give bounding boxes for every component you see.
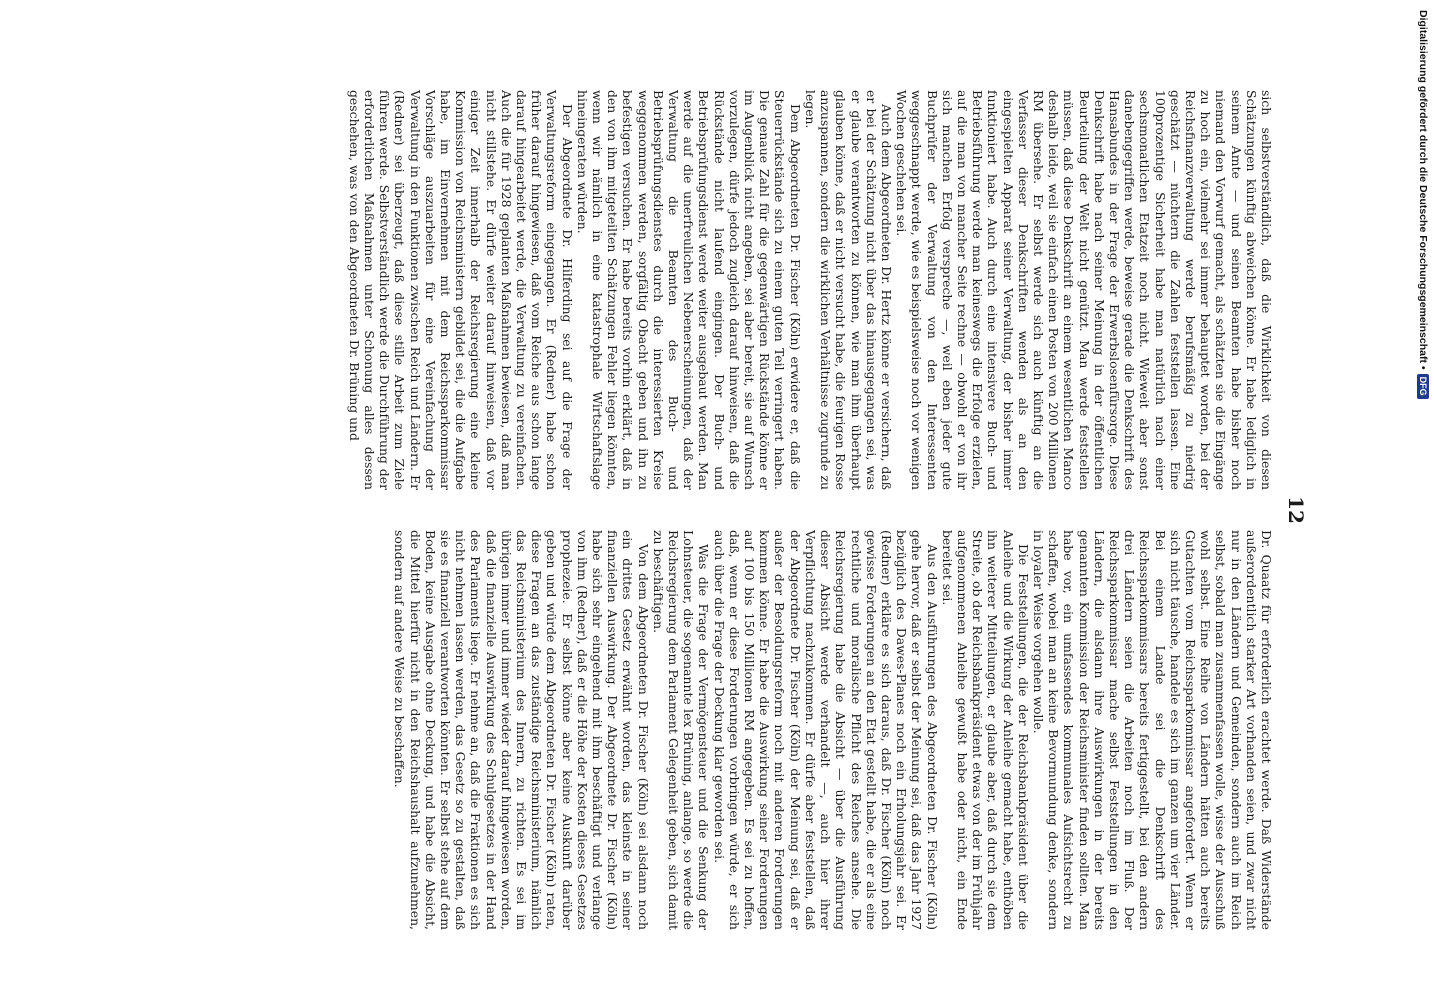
paragraph: Dem Abgeordneten Dr. Fischer (Köln) erwidere er, daß die Steuerrückstände sich zu einem guten Teil verringert haben. Die genaue Zahl für die gegenwärtigen Rückstände könne er im Augenblick nicht angeben, sei aber bereit, sie auf Wunsch vorzulegen, dürfe jedoch zugleich darauf hinweisen, daß die Rückstände nicht laufend eingingen. Der Buch- und Betriebsprüfungsdienst werde weiter ausgebaut werden. Man werde auf die unerfreulichen Nebenerscheinungen, daß der Verwaltung die Beamten des Buch- und Betriebsprüfungsdienstes durch die interessierten Kreise weggenommen werden, sorgfältig Obacht geben und ihn zu befestigen versuchen. Er habe bereits vorhin erklärt, daß in den von ihm mitgeteilten Schätzungen Fehler liegen könnten, wenn wir nämlich in eine katastrophale Wirtschaftslage hineingeraten würden. — [574, 90, 803, 490]
digitization-watermark — [1416, 10, 1430, 995]
dfg-logo: DFG — [1417, 374, 1429, 399]
paragraph: Die Feststellungen, die der Reichsbankpräsident über die Anleihe und die Wirkung der Anleihe gemacht habe, enthöben ihn weiterer Mitteilungen, er glaube aber, daß durch sie dem Streite, ob der Reichsbankpräsident etwas von der im Frühjahr aufgenommenen Anleihe gewußt habe oder nicht, ein Ende bereitet sei. — [939, 530, 1031, 930]
text-column-left — [84, 90, 1274, 490]
paragraph: Was die Frage der Vermögensteuer und die Senkung der Lohnsteuer, die sogenannte lex Brüning, anlange, so werde die Reichsregierung dem Parlament Gelegenheit geben, sich damit zu beschäftigen. — [650, 530, 712, 930]
paragraph: Der Abgeordnete Dr. Hilferding sei auf die Frage der Verwaltungsreform eingegangen. Er (Redner) habe schon früher darauf hingewiesen, daß vom Reiche aus schon lange darauf hingearbeitet werde, die Verwaltung zu vereinfachen. Auch die für 1928 geplanten Maßnahmen bewiesen, daß man nicht stillstehe. Er dürfe weiter darauf hinweisen, daß vor einiger Zeit innerhalb der Reichsregierung eine kleine Kommission von Reichsministern gebildet sei, die die Aufgabe habe, im Einvernehmen mit dem Reichssparkommissar Vorschläge auszuarbeiten für eine Vereinfachung der Verwaltung in den Funktionen zwischen Reich und Ländern. Er (Redner) sei überzeugt, daß diese stille Arbeit zum Ziele führen werde. Selbstverständlich werde die Durchführung der erforderlichen Maßnahmen unter Schonung alles dessen geschehen, was von den Abgeordneten Dr. Brüning und — [346, 90, 575, 490]
watermark-text: Digitalisierung gefördert durch die Deutsche Forschungsgemeinschaft • — [1417, 10, 1429, 370]
paragraph: Von dem Abgeordneten Dr. Fischer (Köln) sei alsdann noch ein drittes Gesetz erwähnt worden, das kleinste in seiner finanziellen Auswirkung. Der Abgeordnete Dr. Fischer (Köln) habe sich sehr eingehend mit ihm beschäftigt und verlange von ihm (Redner), daß er die Höhe der Kosten dieses Gesetzes prophezeie. Er selbst könne aber keine Auskunft darüber geben und würde dem Abgeordneten Dr. Fischer (Köln) raten, diese Fragen an das zuständige Reichsministerium, nämlich das Reichsministerium des Innern, zu richten. Es sei im übrigen immer und immer wieder darauf hingewiesen worden, daß die finanzielle Auswirkung des Schulgesetzes in der Hand des Parlaments liege. Er nehme an, daß die Fraktionen es sich nicht nehmen lassen werden, das Gesetz so zu gestalten, daß sie es finanziell verantworten könnten. Er selbst stehe auf dem Boden, keine Ausgabe ohne Deckung, und habe die Absicht, die Mittel hierfür nicht in den Reichshaushalt aufzunehmen, sondern auf andere Weise zu beschaffen. — [392, 530, 651, 930]
paragraph: Aus den Ausführungen des Abgeordneten Dr. Fischer (Köln) gehe hervor, daß er selbst der Meinung sei, daß das Jahr 1927 bezüglich des Dawes-Planes noch ein Erholungsjahr sei. Er (Redner) erkläre es sich daraus, daß Dr. Fischer (Köln) noch gewisse Forderungen an den Etat gestellt habe, die er als eine rechtliche und moralische Pflicht des Reiches ansehe. Die Reichsregierung habe die Absicht — über die Ausführung dieser Absicht werde verhandelt —, auch hier ihrer Verpflichtung nachzukommen. Er dürfe aber feststellen, daß der Abgeordnete Dr. Fischer (Köln) der Meinung sei, daß er außer der Besoldungsreform noch mit anderen Forderungen kommen könne. Er habe die Auswirkung seiner Forderungen auf 100 bis 150 Millionen RM angegeben. Es sei zu hoffen, daß, wenn er diese Forderungen vorbringen würde, er sich auch über die Frage der Deckung klar geworden sei. — [711, 530, 940, 930]
paragraph: Auch dem Abgeordneten Dr. Hertz könne er versichern, daß er bei der Schätzung nicht über das hinausgegangen sei, was er glaube verantworten zu können, wie man ihm überhaupt glauben könne, daß er nicht versucht habe, die feurigen Rosse anzuspannen, sondern die wirklichen Verhältnisse zugrunde zu legen. — [802, 90, 894, 490]
text-column-right — [84, 530, 1274, 930]
paragraph: sich selbstverständlich, daß die Wirklichkeit von diesen Schätzungen künftig abweichen könne. Er habe lediglich in seinem Amte — und seinen Beamten habe bisher noch niemand den Vorwurf gemacht, als schätzten sie die Eingänge zu hoch ein, vielmehr sei immer behauptet worden, bei der Reichsfinanzverwaltung werde berufsmäßig zu niedrig geschätzt — nüchtern die Zahlen feststellen lassen. Eine 100prozentige Sicherheit habe man natürlich nach einer sechsmonatlichen Etatzeit noch nicht. Wieweit aber sonst danebengegriffen werde, beweise gerade die Denkschrift des Hansabundes in der Frage der Erwerbslosenfürsorge. Diese Denkschrift habe nach seiner Meinung in der öffentlichen Beurteilung der Welt nicht genützt. Man werde feststellen müssen, daß diese Denkschrift an einem wesentlichen Manco deshalb leide, weil sie einfach einen Posten von 200 Millionen RM übersehe. Er selbst werde sich auch künftig an die Verfasser dieser Denkschriften wenden als an den eingespielten Apparat seiner Verwaltung, der bisher immer funktioniert habe. Auch durch eine intensivere Buch- und Betriebsführung werde man keineswegs die Erfolge erzielen, auf die man von mancher Seite rechne — obwohl er von ihr sich manchen Erfolg verspreche —, weil eben jeder gute Buchprüfer der Verwaltung von den Interessenten weggeschnappt werde, wie es beispielsweise noch vor wenigen Wochen geschehen sei. — [894, 90, 1274, 490]
document-page — [78, 80, 1308, 940]
page-number: 12 — [1284, 496, 1308, 524]
paragraph: Dr. Quaatz für erforderlich erachtet werde. Daß Widerstände außerordentlich starker Art vorhanden seien, und zwar nicht nur in den Ländern und Gemeinden, sondern auch im Reich selbst, sobald man zusammenfassen wolle, wisse der Ausschuß wohl selbst. Eine Reihe von Ländern hätten auch bereits Gutachten vom Reichssparkommissar angefordert. Wenn er sich nicht täusche, handele es sich im ganzen um vier Länder. Bei einem Lande sei die Denkschrift des Reichssparkommissars bereits fertiggestellt, bei den andern drei Ländern seien die Arbeiten noch im Fluß. Der Reichssparkommissar mache selbst Feststellungen in den Ländern, die alsdann ihre Auswirkungen in der bereits genannten Kommission der Reichsminister finden sollten. Man habe vor, ein umfassendes kommunales Aufsichtsrecht zu schaffen, wobei man an keine Bevormundung denke, sondern in loyaler Weise vorgehen wolle. — [1030, 530, 1274, 930]
